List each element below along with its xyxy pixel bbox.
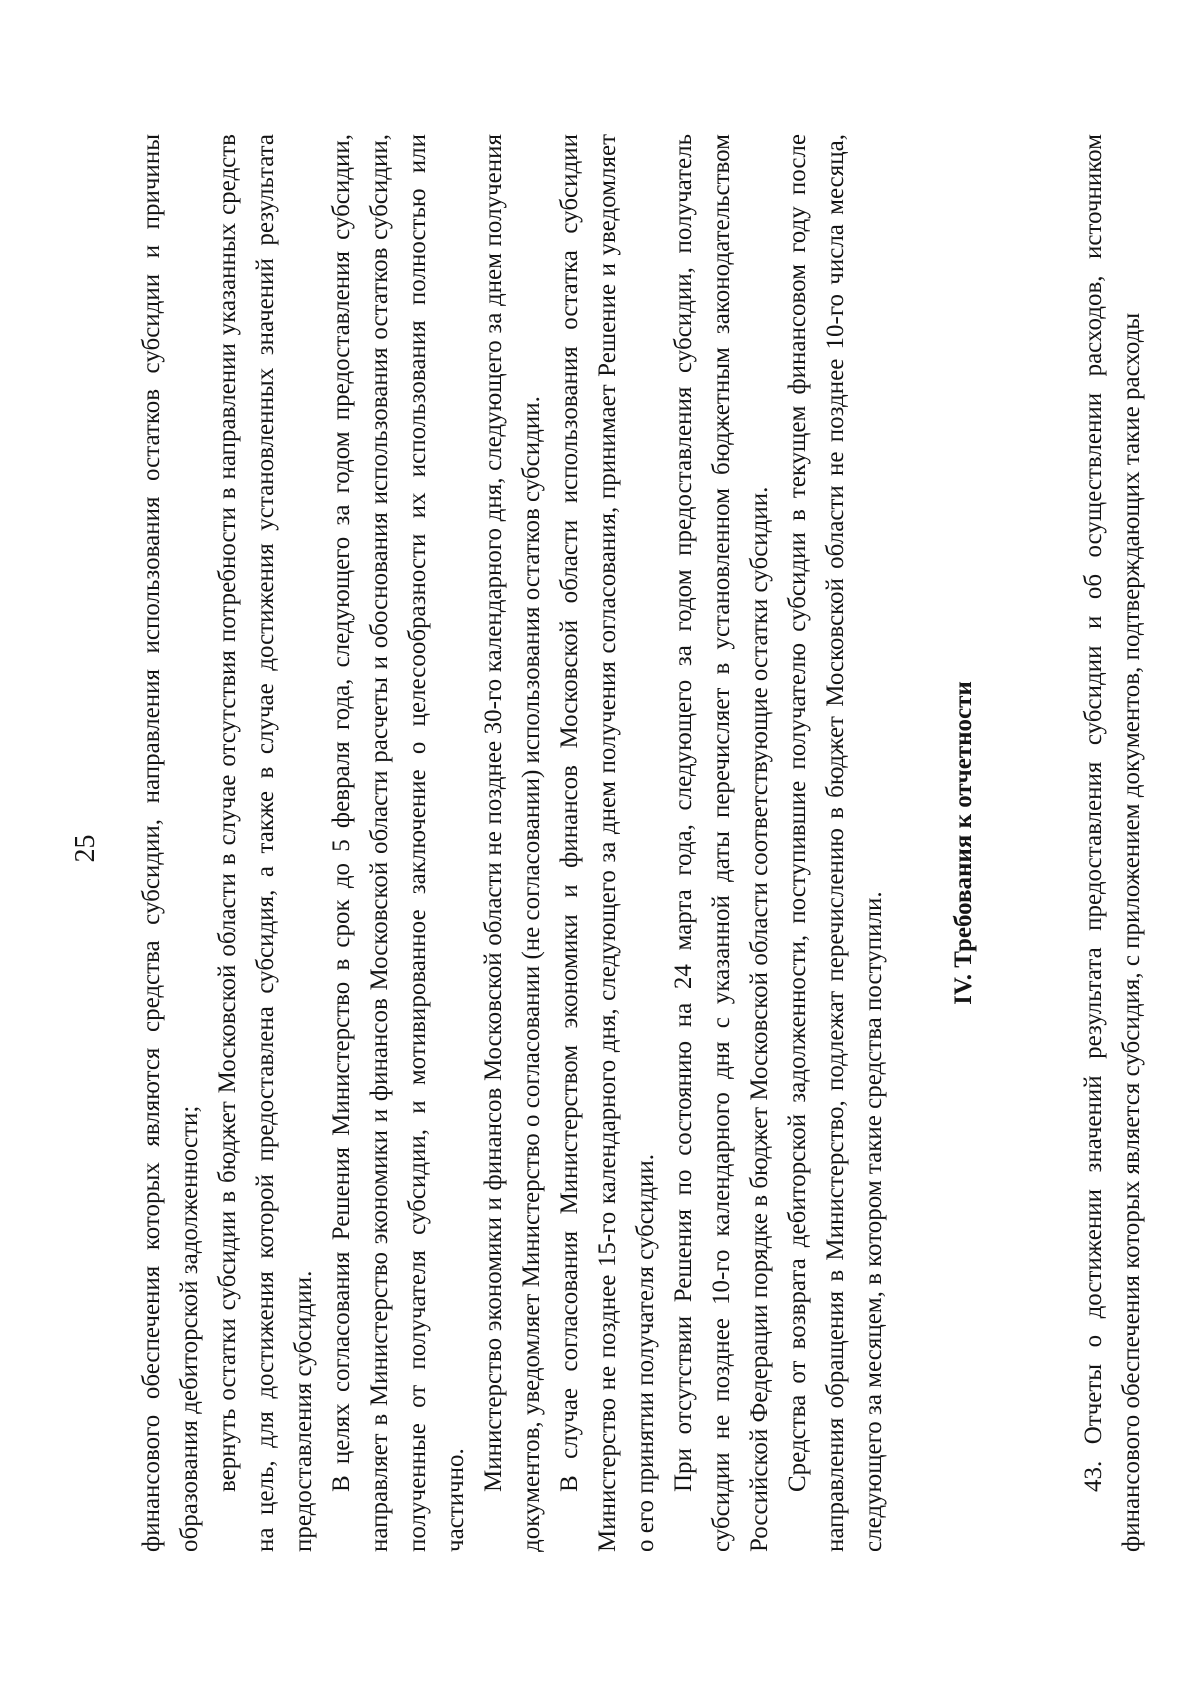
paragraph: 43. Отчеты о достижении значений результата предоставления субсидии и об осуществлении расходов, источником финансового обеспечения которых является субсидия, с приложением документов, подтверждающих такие расходы <box>1080 134 1145 1552</box>
paragraph: Средства от возврата дебиторской задолженности, поступившие получателю субсидии в текущем финансовом году после направления обращения в Министерство, подлежат перечислению в бюджет Московской области не позднее 10-го числа месяца, следующего за месяцем, в котором такие средства поступили. <box>784 134 887 1552</box>
section-heading: IV. Требования к отчетности <box>950 681 977 1005</box>
spacer <box>893 134 945 1552</box>
paragraph: вернуть остатки субсидии в бюджет Московской области в случае отсутствия потребности в направлении указанных средств на цель, для достижения которой предоставлена субсидия, а также в случае достижения установленных значений результата предоставления субсидии. <box>214 134 317 1552</box>
page-number: 25 <box>70 834 101 863</box>
paragraph: В случае согласования Министерством экономики и финансов Московской области использования остатка субсидии Министерство не позднее 15-го календарного дня, следующего за днем получения согласования, принимает Решение и уведомляет о его принятии получателя субсидии. <box>556 134 659 1552</box>
paragraph: финансового обеспечения которых являются средства субсидии, направления использования остатков субсидии и причины образования дебиторской задолженности; <box>138 134 203 1552</box>
paragraph: Министерство экономики и финансов Московской области не позднее 30-го календарного дня, следующего за днем получения документов, уведомляет Министерство о согласовании (не согласовании) использования остатков субсидии. <box>480 134 545 1552</box>
spacer <box>983 134 1075 1552</box>
document-body <box>133 134 1151 1552</box>
paragraph: В целях согласования Решения Министерство в срок до 5 февраля года, следующего за годом предоставления субсидии, направляет в Министерство экономики и финансов Московской области расчеты и обоснования использования остатков субсидии, полученные от получателя субсидии, и мотивированное заключение о целесообразности их использования полностью или частично. <box>328 134 469 1552</box>
paragraph: При отсутствии Решения по состоянию на 24 марта года, следующего за годом предоставления субсидии, получатель субсидии не позднее 10-го календарного дня с указанной даты перечисляет в установленном бюджетным законодательством Российской Федерации порядке в бюджет Московской области соответствующие остатки субсидии. <box>670 134 773 1552</box>
